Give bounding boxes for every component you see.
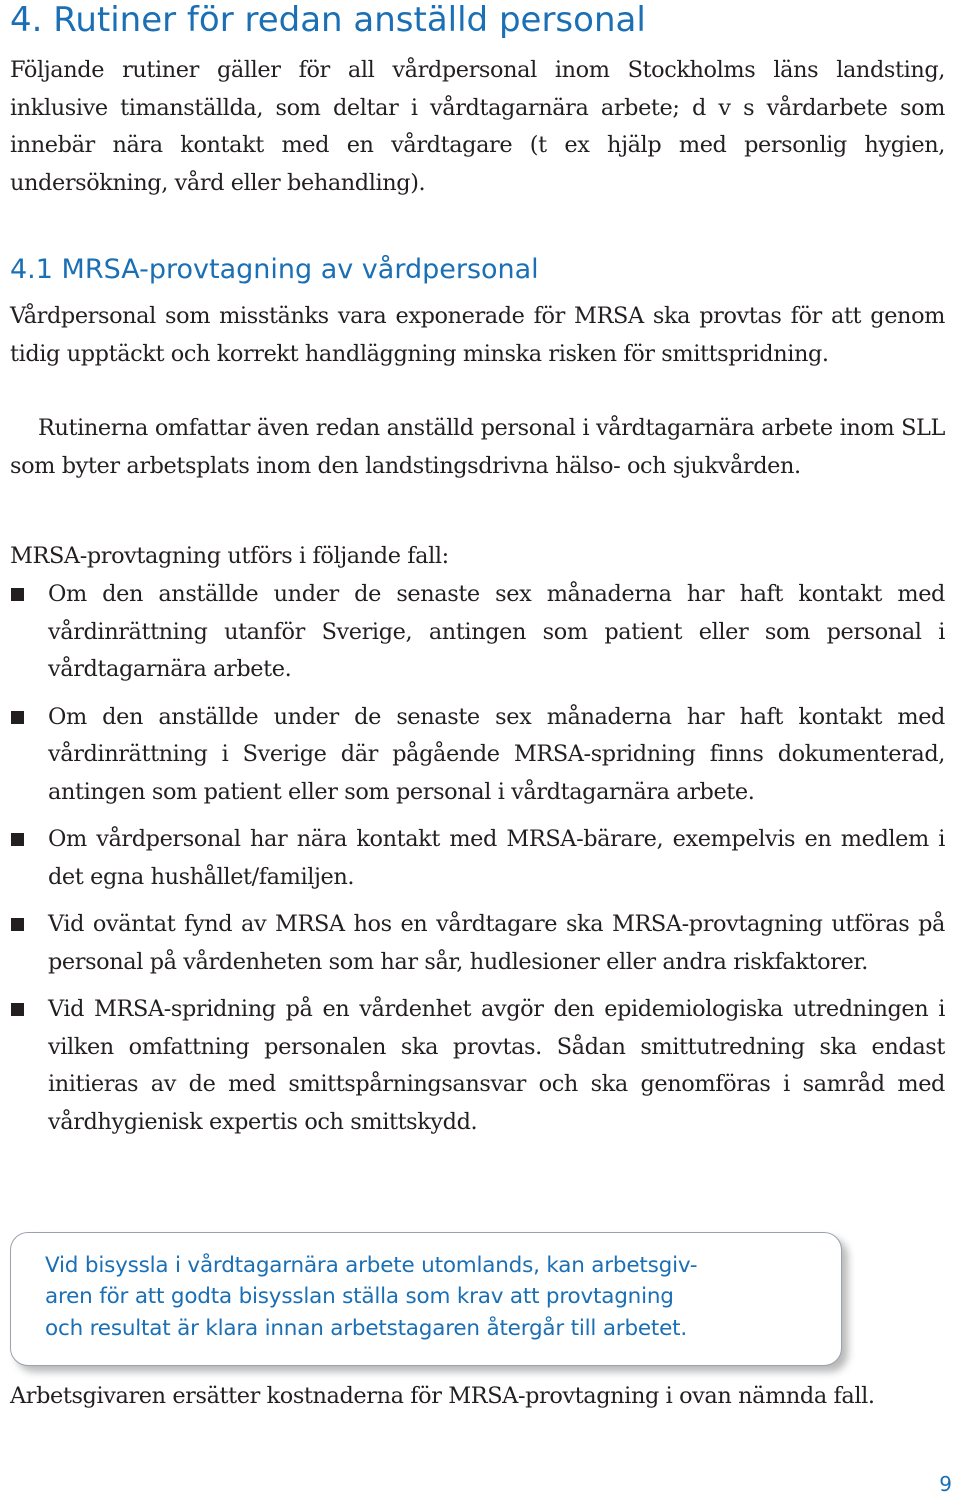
list-item: [10, 991, 945, 1141]
callout-text: Vid bisyssla i vårdtagarnära arbete utomlands, kan arbetsgiv- aren för att godta bisysslan ställa som krav att provtagning och resultat är klara innan arbetstagaren återgår till arbetet.: [45, 1253, 698, 1341]
list-item-text: Vid MRSA-spridning på en vårdenhet avgör den epidemiologiska utredningen i vilken omfattning personalen ska provtas. Sådan smittutredning ska endast initieras av de med smittspårningsansvar och ska genomföras i samråd med vårdhygienisk expertis och smittskydd.: [48, 996, 945, 1135]
bullet-list: [10, 576, 945, 1151]
page-number: 9: [939, 1472, 952, 1496]
list-intro: MRSA-provtagning utförs i följande fall:: [10, 543, 449, 569]
chapter-heading: 4. Rutiner för redan anställd personal: [10, 0, 646, 40]
list-item-text: Vid oväntat fynd av MRSA hos en vårdtagare ska MRSA-provtagning utföras på personal på vårdenheten som har sår, hudlesioner eller andra riskfaktorer.: [48, 911, 945, 975]
square-bullet-icon: [11, 711, 24, 724]
square-bullet-icon: [11, 833, 24, 846]
callout-box: [10, 1232, 842, 1366]
list-item: [10, 821, 945, 896]
list-item-text: Om vårdpersonal har nära kontakt med MRSA-bärare, exempelvis en medlem i det egna hushållet/familjen.: [48, 826, 945, 890]
closing-paragraph: Arbetsgivaren ersätter kostnaderna för MRSA-provtagning i ovan nämnda fall.: [10, 1383, 875, 1409]
square-bullet-icon: [11, 588, 24, 601]
list-item: [10, 576, 945, 689]
list-item: [10, 906, 945, 981]
square-bullet-icon: [11, 1003, 24, 1016]
list-item: [10, 699, 945, 812]
list-item-text: Om den anställde under de senaste sex månaderna har haft kontakt med vårdinrättning utanför Sverige, antingen som patient eller som personal i vårdtagarnära arbete.: [48, 581, 945, 682]
section-paragraph-2: Rutinerna omfattar även redan anställd personal i vårdtagarnära arbete inom SLL som byter arbetsplats inom den landstingsdrivna hälso- och sjukvården.: [10, 415, 945, 479]
list-item-text: Om den anställde under de senaste sex månaderna har haft kontakt med vårdinrättning i Sverige där pågående MRSA-spridning finns dokumenterad, antingen som patient eller som personal i vårdtagarnära arbete.: [48, 703, 945, 805]
section-heading: 4.1 MRSA-provtagning av vårdpersonal: [10, 254, 539, 285]
square-bullet-icon: [11, 918, 24, 931]
intro-paragraph: Följande rutiner gäller för all vårdpersonal inom Stockholms läns landsting, inklusive timanställda, som deltar i vårdtagarnära arbete; d v s vårdarbete som innebär nära kontakt med en vårdtagare (t ex hjälp med personlig hygien, undersökning, vård eller behandling).: [10, 57, 945, 196]
section-paragraph-1: Vårdpersonal som misstänks vara exponerade för MRSA ska provtas för att genom tidig upptäckt och korrekt handläggning minska risken för smittspridning.: [10, 303, 945, 367]
